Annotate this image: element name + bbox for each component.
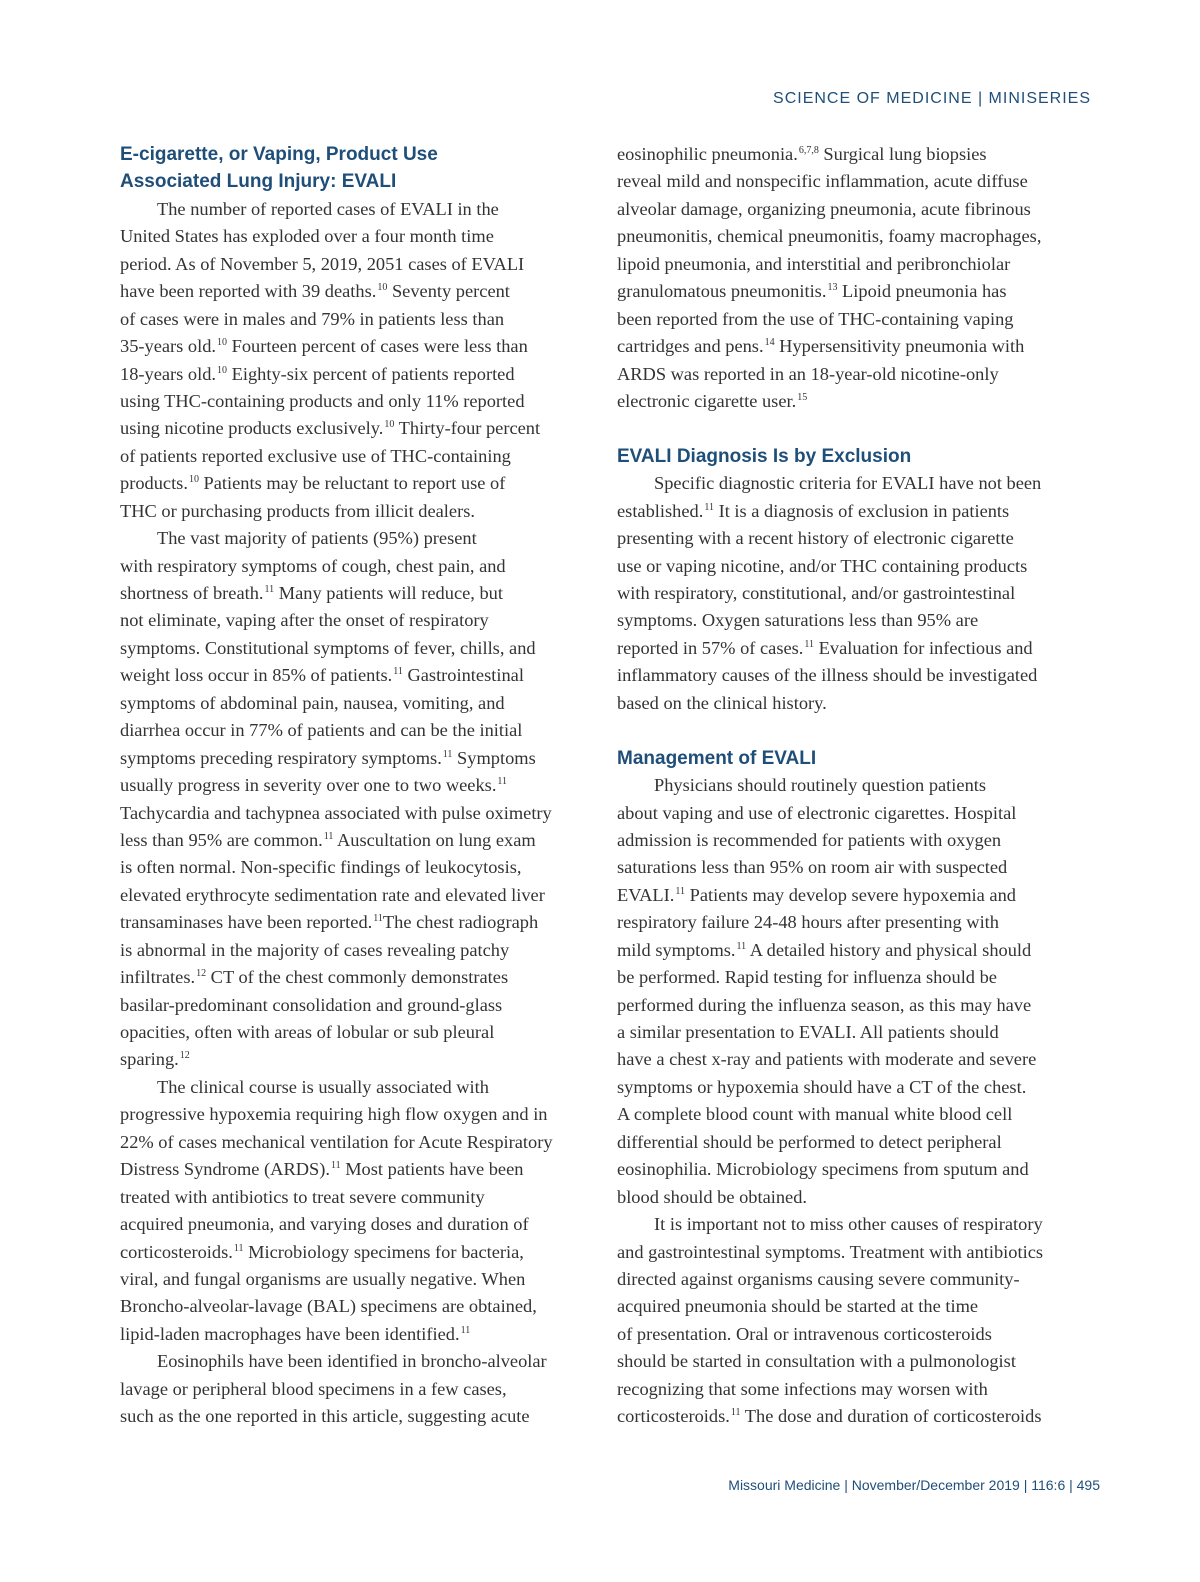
- text-line: respiratory failure 24-48 hours after presenting with: [617, 912, 999, 933]
- text-line: reported in 57% of cases.$^{11}$ Evaluation for infectious and: [617, 637, 1033, 658]
- paragraph: [120, 1074, 595, 1348]
- text-line: a similar presentation to EVALI. All patients should: [617, 1022, 999, 1043]
- text-line: basilar-predominant consolidation and ground-glass: [120, 994, 503, 1015]
- text-line: and gastrointestinal symptoms. Treatment with antibiotics: [617, 1241, 1044, 1262]
- text-line: EVALI.$^{11}$ Patients may develop severe hypoxemia and: [617, 884, 1016, 905]
- text-line: alveolar damage, organizing pneumonia, acute fibrinous: [617, 198, 1031, 219]
- paragraph: [120, 1348, 595, 1430]
- text-line: diarrhea occur in 77% of patients and can be the initial: [120, 720, 523, 741]
- paragraph: [617, 1211, 1092, 1431]
- text-line: sparing.$^{12}$: [120, 1049, 190, 1070]
- text-line: differential should be performed to detect peripheral: [617, 1131, 1002, 1152]
- text-line: mild symptoms.$^{11}$ A detailed history and physical should: [617, 939, 1032, 960]
- text-line: usually progress in severity over one to two weeks.$^{11}$: [120, 775, 508, 796]
- text-line: The clinical course is usually associated with: [157, 1076, 489, 1097]
- text-line: cartridges and pens.$^{14}$ Hypersensitivity pneumonia with: [617, 336, 1025, 357]
- citation-ref: 10: [217, 337, 228, 349]
- citation-ref: 11: [233, 1242, 244, 1254]
- text-line: symptoms or hypoxemia should have a CT of the chest.: [617, 1076, 1027, 1097]
- text-line: transaminases have been reported.$^{11}$The chest radiograph: [120, 912, 539, 933]
- section-gap: [617, 415, 1092, 442]
- citation-ref: 10: [188, 474, 199, 486]
- text-line: blood should be obtained.: [617, 1186, 808, 1207]
- section-gap: [617, 717, 1092, 744]
- text-line: should be started in consultation with a pulmonologist: [617, 1351, 1016, 1372]
- text-line: directed against organisms causing severe community-: [617, 1268, 1020, 1289]
- text-line: using THC-containing products and only 11% reported: [120, 390, 525, 411]
- paragraph: [120, 196, 595, 525]
- text-line: have a chest x-ray and patients with moderate and severe: [617, 1049, 1037, 1070]
- text-line: eosinophilia. Microbiology specimens from sputum and: [617, 1159, 1029, 1180]
- text-line: treated with antibiotics to treat severe community: [120, 1186, 485, 1207]
- text-line: opacities, often with areas of lobular or sub pleural: [120, 1022, 495, 1042]
- text-line: Distress Syndrome (ARDS).$^{11}$ Most patients have been: [120, 1159, 524, 1180]
- text-line: based on the clinical history.: [617, 692, 827, 713]
- text-line: electronic cigarette user.$^{15}$: [617, 390, 808, 411]
- text-line: admission is recommended for patients with oxygen: [617, 829, 1002, 850]
- running-head: SCIENCE OF MEDICINE | MINISERIES: [773, 90, 1091, 107]
- text-line: 18-years old.$^{10}$ Eighty-six percent of patients reported: [120, 363, 515, 384]
- citation-ref: 10: [377, 282, 388, 294]
- text-line: infiltrates.$^{12}$ CT of the chest commonly demonstrates: [120, 967, 509, 988]
- text-line: not eliminate, vaping after the onset of respiratory: [120, 610, 489, 631]
- citation-ref: 11: [442, 748, 453, 760]
- text-line: performed during the influenza season, as this may have: [617, 994, 1032, 1015]
- citation-ref: 11: [736, 940, 747, 952]
- text-line: have been reported with 39 deaths.$^{10}$ Seventy percent: [120, 281, 510, 302]
- text-line: corticosteroids.$^{11}$ Microbiology specimens for bacteria,: [120, 1241, 524, 1262]
- text-line: Tachycardia and tachypnea associated with pulse oximetry: [120, 802, 552, 823]
- text-line: 22% of cases mechanical ventilation for Acute Respiratory: [120, 1131, 553, 1152]
- citation-ref: 11: [393, 666, 403, 678]
- heading-line: E-cigarette, or Vaping, Product Use: [120, 144, 438, 165]
- paragraph: [617, 141, 1092, 415]
- text-line: is often normal. Non-specific findings of leukocytosis,: [120, 857, 522, 878]
- text-line: weight loss occur in 85% of patients.$^{11}$ Gastrointestinal: [120, 665, 524, 686]
- text-line: progressive hypoxemia requiring high flow oxygen and in: [120, 1104, 548, 1125]
- paragraph: [617, 470, 1092, 717]
- text-line: acquired pneumonia, and varying doses and duration of: [120, 1214, 529, 1235]
- section-heading-diagnosis: EVALI Diagnosis Is by Exclusion: [617, 445, 912, 467]
- citation-ref: 14: [764, 337, 775, 349]
- citation-ref: 15: [797, 391, 808, 403]
- text-line: recognizing that some infections may worsen with: [617, 1378, 988, 1399]
- text-line: The vast majority of patients (95%) present: [157, 528, 477, 549]
- text-line: A complete blood count with manual white blood cell: [617, 1104, 1013, 1125]
- text-line: products.$^{10}$ Patients may be reluctant to report use of: [120, 473, 506, 494]
- text-line: be performed. Rapid testing for influenza should be: [617, 967, 997, 988]
- text-line: eosinophilic pneumonia.$^{6,7,8}$ Surgical lung biopsies: [617, 144, 987, 164]
- text-line: of patients reported exclusive use of THC-containing: [120, 445, 511, 466]
- text-line: lipid-laden macrophages have been identified.$^{11}$: [120, 1323, 471, 1344]
- text-line: of cases were in males and 79% in patients less than: [120, 308, 505, 329]
- citation-ref: 11: [460, 1324, 471, 1336]
- text-line: lipoid pneumonia, and interstitial and peribronchiolar: [617, 253, 1011, 274]
- text-line: symptoms. Oxygen saturations less than 95% are: [617, 610, 979, 631]
- section-heading-evali: [120, 141, 595, 196]
- citation-ref: 12: [196, 968, 207, 980]
- text-line: about vaping and use of electronic cigarettes. Hospital: [617, 802, 1017, 823]
- text-line: symptoms of abdominal pain, nausea, vomiting, and: [120, 692, 505, 713]
- text-line: with respiratory, constitutional, and/or gastrointestinal: [617, 583, 1016, 604]
- text-line: acquired pneumonia should be started at the time: [617, 1296, 979, 1317]
- left-column: [120, 141, 595, 1431]
- text-line: shortness of breath.$^{11}$ Many patients will reduce, but: [120, 583, 503, 603]
- footer-citation: Missouri Medicine | November/December 2019 | 116:6 | 495: [728, 1477, 1100, 1493]
- citation-ref: 11: [264, 584, 275, 595]
- text-line: symptoms preceding respiratory symptoms.$^{11}$ Symptoms: [120, 747, 536, 768]
- text-line: lavage or peripheral blood specimens in a few cases,: [120, 1378, 507, 1399]
- text-line: reveal mild and nonspecific inflammation, acute diffuse: [617, 171, 1028, 192]
- text-line: inflammatory causes of the illness should be investigated: [617, 665, 1038, 686]
- text-line: presenting with a recent history of electronic cigarette: [617, 528, 1014, 549]
- citation-ref: 10: [217, 364, 228, 376]
- citation-ref: 11: [323, 830, 334, 842]
- citation-ref: 11: [497, 776, 508, 788]
- text-line: saturations less than 95% on room air with suspected: [617, 857, 1008, 878]
- text-line: It is important not to miss other causes of respiratory: [654, 1214, 1043, 1235]
- citation-ref: 13: [827, 282, 838, 294]
- text-line: THC or purchasing products from illicit dealers.: [120, 500, 475, 521]
- heading-line: Associated Lung Injury: EVALI: [120, 171, 397, 193]
- text-line: Physicians should routinely question patients: [654, 775, 987, 796]
- text-line: United States has exploded over a four month time: [120, 226, 494, 247]
- text-line: period. As of November 5, 2019, 2051 cases of EVALI: [120, 253, 525, 274]
- right-column: [617, 141, 1092, 1431]
- text-line: granulomatous pneumonitis.$^{13}$ Lipoid pneumonia has: [617, 281, 1007, 302]
- text-line: been reported from the use of THC-containing vaping: [617, 308, 1014, 329]
- text-line: using nicotine products exclusively.$^{10}$ Thirty-four percent: [120, 418, 541, 439]
- text-line: corticosteroids.$^{11}$ The dose and duration of corticosteroids: [617, 1406, 1042, 1427]
- citation-ref: 11: [675, 885, 686, 897]
- text-line: is abnormal in the majority of cases revealing patchy: [120, 939, 510, 960]
- text-line: of presentation. Oral or intravenous corticosteroids: [617, 1323, 992, 1344]
- citation-ref: 11: [804, 638, 815, 650]
- text-line: use or vaping nicotine, and/or THC containing products: [617, 555, 1028, 576]
- text-line: such as the one reported in this article, suggesting acute: [120, 1406, 530, 1427]
- citation-ref: 11: [330, 1160, 341, 1172]
- text-line: viral, and fungal organisms are usually negative. When: [120, 1268, 526, 1289]
- text-line: elevated erythrocyte sedimentation rate and elevated liver: [120, 884, 545, 905]
- text-line: established.$^{11}$ It is a diagnosis of exclusion in patients: [617, 500, 1010, 521]
- text-line: 35-years old.$^{10}$ Fourteen percent of cases were less than: [120, 336, 528, 357]
- citation-ref: 10: [384, 419, 395, 431]
- citation-ref: 11: [373, 913, 383, 925]
- text-line: pneumonitis, chemical pneumonitis, foamy macrophages,: [617, 226, 1042, 247]
- paragraph: [120, 525, 595, 1074]
- text-line: less than 95% are common.$^{11}$ Auscultation on lung exam: [120, 829, 536, 850]
- text-line: with respiratory symptoms of cough, chest pain, and: [120, 555, 506, 576]
- text-line: ARDS was reported in an 18-year-old nicotine-only: [617, 363, 999, 384]
- citation-ref: 11: [730, 1407, 741, 1419]
- text-line: Specific diagnostic criteria for EVALI have not been: [654, 473, 1042, 494]
- citation-ref: 6,7,8: [798, 145, 819, 156]
- section-heading-management: Management of EVALI: [617, 747, 817, 769]
- text-line: Broncho-alveolar-lavage (BAL) specimens are obtained,: [120, 1296, 537, 1317]
- text-line: Eosinophils have been identified in broncho-alveolar: [157, 1351, 547, 1372]
- text-line: symptoms. Constitutional symptoms of fever, chills, and: [120, 637, 536, 658]
- text-line: The number of reported cases of EVALI in the: [157, 198, 499, 219]
- citation-ref: 11: [704, 501, 714, 513]
- paragraph: [617, 772, 1092, 1211]
- citation-ref: 12: [179, 1050, 190, 1062]
